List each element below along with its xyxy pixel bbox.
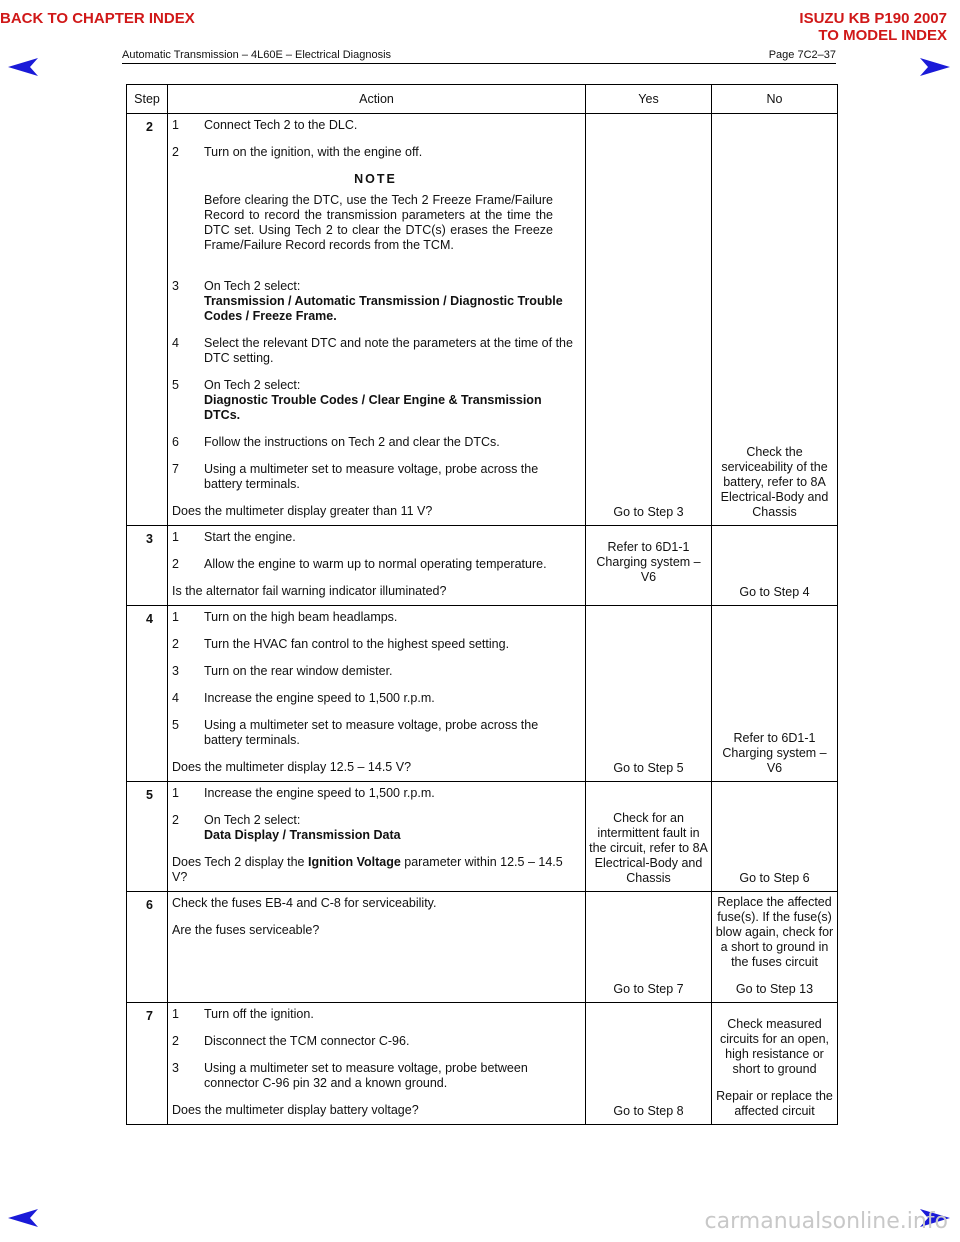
no-outcome: Go to Step 13 [735,982,814,996]
action-cell [168,526,586,606]
step-number: 4 [127,606,168,782]
question-text: Is the alternator fail warning indicator illuminated? [172,584,447,598]
table-row-step-7 [127,1003,838,1125]
table-row-step-5 [127,782,838,892]
no-outcome: Replace the affected fuse(s). If the fuse(s) blow again, check for a short to ground in the fuses circuit [715,895,834,969]
yes-outcome: Check for an intermittent fault in the circuit, refer to 8A Electrical-Body and Chassis [589,811,708,885]
no-cell [712,606,838,782]
header-action: Action [168,85,586,114]
list-item: 1 Increase the engine speed to 1,500 r.p.m. [172,786,435,800]
list-item: 3 Using a multimeter set to measure voltage, probe between connector C-96 pin 32 and a known ground. [172,1061,528,1090]
document-header-title: Automatic Transmission – 4L60E – Electrical Diagnosis [122,49,392,61]
yes-outcome: Go to Step 8 [613,1104,684,1118]
list-item: 1 Turn off the ignition. [172,1007,314,1021]
step-number: 7 [127,1003,168,1125]
note-title: NOTE [354,172,397,186]
list-item: 2 Disconnect the TCM connector C-96. [172,1034,410,1048]
question-text: Are the fuses serviceable? [172,923,320,937]
list-item: 1 Turn on the high beam headlamps. [172,610,398,624]
step-number: 2 [127,114,168,526]
yes-outcome: Go to Step 3 [613,505,684,519]
question-text: Does the multimeter display battery voltage? [172,1103,419,1117]
table-row-step-2 [127,114,838,526]
list-item: 3 Turn on the rear window demister. [172,664,393,678]
no-outcome: Check measured circuits for an open, high resistance or short to ground [719,1017,830,1076]
yes-cell [586,892,712,1003]
action-cell [168,782,586,892]
table-row-step-6 [127,892,838,1003]
yes-cell [586,526,712,606]
table-row-step-3 [127,526,838,606]
header-step: Step [127,85,168,114]
action-cell [168,606,586,782]
model-title: ISUZU KB P190 2007 [799,10,947,27]
note-text: Before clearing the DTC, use the Tech 2 Freeze Frame/Failure Record to record the transmission parameters at the time the DTC set. Using Tech 2 to clear the DTC(s) erases the Freeze Frame/Failure Record records from the TCM. [204,193,553,252]
list-item: 2 Turn the HVAC fan control to the highest speed setting. [172,637,510,651]
list-item: 1 Connect Tech 2 to the DLC. [172,118,358,132]
no-cell [712,114,838,526]
no-cell [712,782,838,892]
table-row-step-4 [127,606,838,782]
step-number: 6 [127,892,168,1003]
action-text: Check the fuses EB-4 and C-8 for serviceability. [172,896,437,910]
yes-cell [586,1003,712,1125]
table-header-row [127,85,838,114]
list-item: 5 On Tech 2 select: Diagnostic Trouble Codes / Clear Engine & Transmission DTCs. [172,378,542,422]
list-item: 3 On Tech 2 select: Transmission / Automatic Transmission / Diagnostic Trouble Codes / Freeze Frame. [172,279,563,323]
no-cell [712,526,838,606]
model-index-block[interactable] [799,10,947,44]
yes-outcome: Go to Step 7 [613,982,684,996]
action-cell [168,1003,586,1125]
no-outcome: Check the serviceability of the battery, refer to 8A Electrical-Body and Chassis [720,445,829,519]
list-item: 6 Follow the instructions on Tech 2 and clear the DTCs. [172,435,500,449]
action-cell [168,114,586,526]
yes-outcome: Refer to 6D1-1 Charging system – V6 [596,540,701,584]
yes-cell [586,782,712,892]
list-item: 1 Start the engine. [172,530,296,544]
yes-cell [586,114,712,526]
back-to-chapter-index-link[interactable]: BACK TO CHAPTER INDEX [0,10,195,27]
list-item: 2 Turn on the ignition, with the engine off. [172,145,423,159]
step-number: 5 [127,782,168,892]
watermark: carmanualsonline.info [704,1209,948,1234]
header-divider [122,63,836,64]
no-outcome: Go to Step 6 [739,871,810,885]
action-cell [168,892,586,1003]
yes-outcome: Go to Step 5 [613,761,684,775]
question-text: Does the multimeter display 12.5 – 14.5 V? [172,760,412,774]
list-item: 2 On Tech 2 select: Data Display / Transmission Data [172,813,401,842]
diagnostic-table [126,84,838,1125]
no-cell [712,1003,838,1125]
list-item: 2 Allow the engine to warm up to normal operating temperature. [172,557,547,571]
to-model-index-link[interactable]: TO MODEL INDEX [818,27,947,44]
no-outcome: Repair or replace the affected circuit [716,1089,833,1118]
no-outcome: Go to Step 4 [739,585,810,599]
list-item: 4 Select the relevant DTC and note the parameters at the time of the DTC setting. [172,336,573,365]
header-yes: Yes [586,85,712,114]
list-item: 4 Increase the engine speed to 1,500 r.p.m. [172,691,435,705]
no-cell [712,892,838,1003]
header-no: No [712,85,838,114]
question-text: Does the multimeter display greater than 11 V? [172,504,433,518]
list-item: 7 Using a multimeter set to measure voltage, probe across the battery terminals. [172,462,539,491]
page-number: Page 7C2–37 [768,49,836,61]
previous-page-arrow-bottom-icon[interactable] [8,1209,38,1227]
no-outcome: Refer to 6D1-1 Charging system – V6 [722,731,827,775]
question-text: Does Tech 2 display the Ignition Voltage parameter within 12.5 – 14.5 V? [172,855,563,884]
list-item: 5 Using a multimeter set to measure voltage, probe across the battery terminals. [172,718,539,747]
yes-cell [586,606,712,782]
previous-page-arrow-icon[interactable] [8,58,38,76]
step-number: 3 [127,526,168,606]
next-page-arrow-icon[interactable] [920,58,950,76]
